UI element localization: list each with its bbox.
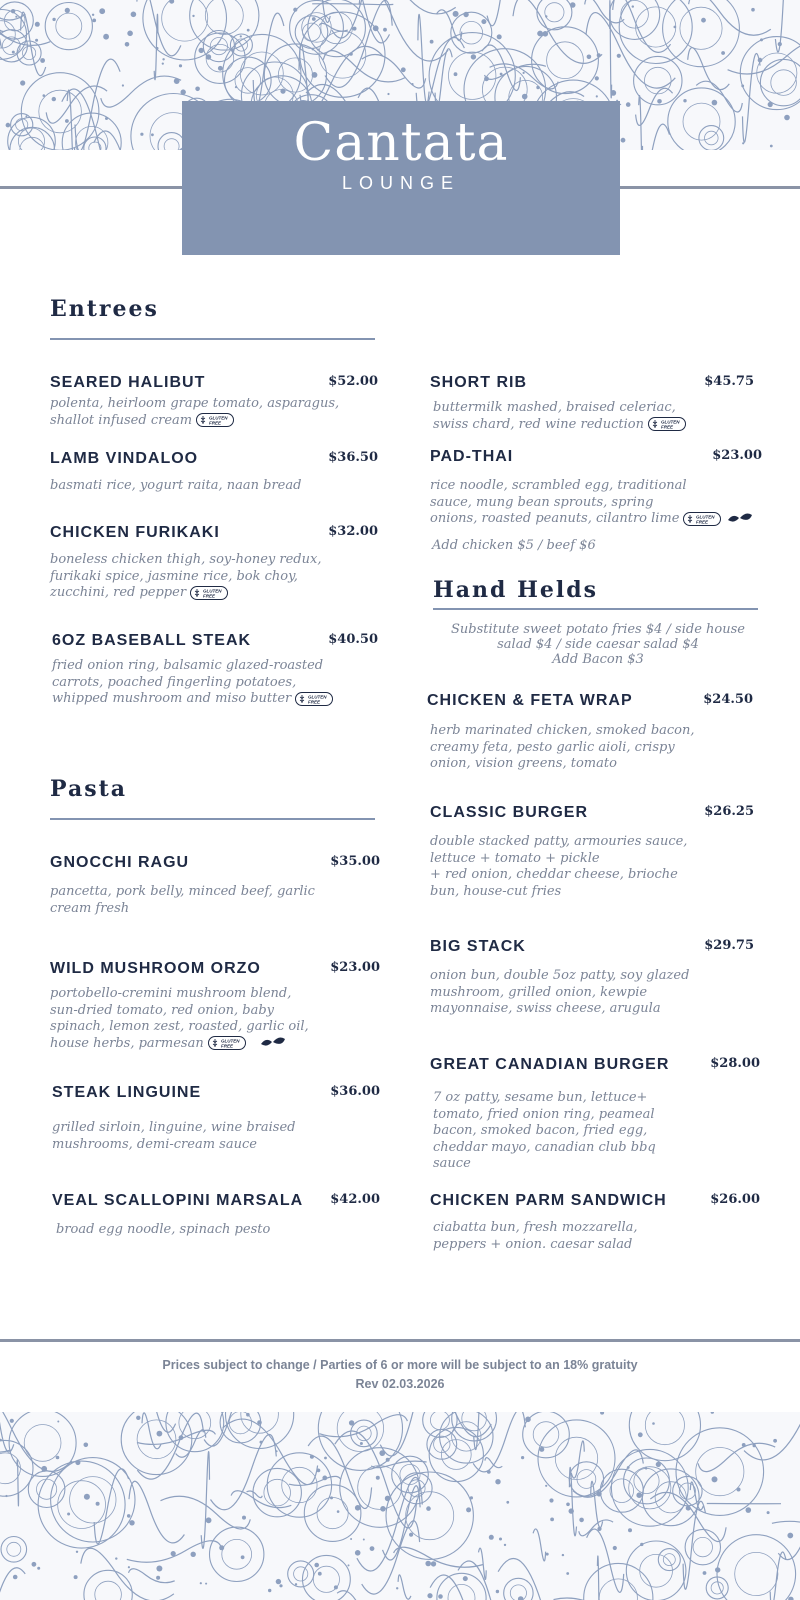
brand-subtitle: LOUNGE (341, 173, 461, 193)
footer-notice (0, 1356, 800, 1394)
revision-date: Rev 02.03.2026 (355, 1377, 445, 1391)
item-description: rice noodle, scrambled egg, traditional sauce, mung bean sprouts, spring onions, roasted peanuts, cilantro lime GLUTEN FREE (430, 478, 762, 528)
paisley-footer-decoration (0, 1412, 800, 1600)
item-name: GREAT CANADIAN BURGER (430, 1056, 670, 1073)
item-name: LAMB VINDALOO (50, 450, 199, 467)
item-description: pancetta, pork belly, minced beef, garlic cream fresh (50, 884, 315, 916)
svg-text:GLUTEN: GLUTEN (220, 1038, 240, 1044)
item-name: CHICKEN PARM SANDWICH (430, 1192, 667, 1209)
section-title-hand-helds: Hand Helds (433, 577, 598, 603)
item-name: 6OZ BASEBALL STEAK (52, 632, 252, 649)
item-price: $26.25 (704, 804, 754, 819)
gluten-free-icon (190, 586, 228, 600)
item-description: portobello-cremini mushroom blend, sun-dried tomato, red onion, baby spinach, lemon zest, roasted, garlic oil, house herbs, parmesan GLUTEN FREE (50, 986, 309, 1051)
add-protein-note: Add chicken $5 / beef $6 (432, 538, 596, 553)
item-price: $24.50 (703, 692, 753, 707)
section-title-pasta: Pasta (50, 776, 128, 802)
item-name: CHICKEN FURIKAKI (50, 524, 220, 541)
svg-text:GLUTEN: GLUTEN (209, 415, 228, 421)
item-description: boneless chicken thigh, soy-honey redux, furikaki spice, jasmine rice, bok choy, zucchini, red pepper GLUTEN FREE (50, 552, 322, 600)
svg-text:FREE: FREE (220, 1043, 233, 1049)
brand-block (182, 101, 620, 255)
item-price: $32.00 (328, 524, 378, 539)
item-name: WILD MUSHROOM ORZO (50, 960, 261, 977)
item-price: $28.00 (710, 1056, 760, 1071)
item-price: $26.00 (710, 1192, 760, 1207)
item-name: SHORT RIB (430, 374, 527, 391)
svg-text:GLUTEN: GLUTEN (660, 419, 680, 425)
leaf-icon (727, 512, 753, 526)
gluten-free-icon (208, 1036, 246, 1050)
item-price: $36.50 (328, 450, 378, 465)
item-description: broad egg noodle, spinach pesto (56, 1222, 271, 1237)
item-price: $35.00 (330, 854, 380, 869)
item-name: CLASSIC BURGER (430, 804, 589, 821)
item-description: buttermilk mashed, braised celeriac, swiss chard, red wine reduction GLUTEN FREE (433, 400, 760, 433)
item-description: polenta, heirloom grape tomato, asparagus, shallot infused cream GLUTEN FREE (50, 396, 340, 428)
item-description: fried onion ring, balsamic glazed-roasted carrots, poached fingerling potatoes, whipped mushroom and miso butter GLUTEN FREE (52, 658, 378, 708)
item-price: $23.00 (712, 448, 762, 463)
svg-text:GLUTEN: GLUTEN (203, 587, 222, 593)
item-description: basmati rice, yogurt raita, naan bread (50, 478, 302, 493)
item-description: onion bun, double 5oz patty, soy glazed mushroom, grilled onion, kewpie mayonnaise, swiss cheese, arugula (430, 968, 690, 1016)
gluten-free-icon (295, 692, 333, 706)
svg-text:GLUTEN: GLUTEN (308, 693, 327, 699)
item-name: GNOCCHI RAGU (50, 854, 190, 871)
item-name: VEAL SCALLOPINI MARSALA (52, 1192, 304, 1209)
gluten-free-icon (648, 417, 686, 431)
substitution-note: Substitute sweet potato fries $4 / side house salad $4 / side caesar salad $4 Add Bacon $3 (451, 622, 745, 667)
item-description: ciabatta bun, fresh mozzarella, peppers + onion. caesar salad (433, 1220, 638, 1252)
svg-text:FREE: FREE (308, 698, 321, 704)
item-name: CHICKEN & FETA WRAP (427, 692, 633, 709)
item-name: STEAK LINGUINE (52, 1084, 202, 1101)
item-price: $42.00 (330, 1192, 380, 1207)
item-price: $52.00 (328, 374, 378, 389)
item-price: $23.00 (330, 960, 380, 975)
section-rule-hand-helds (433, 608, 758, 610)
gratuity-notice: Prices subject to change / Parties of 6 or more will be subject to an 18% gratuity (162, 1358, 638, 1372)
item-description: double stacked patty, armouries sauce, lettuce + tomato + pickle + red onion, cheddar cheese, brioche bun, house-cut fries (430, 834, 688, 899)
item-price: $29.75 (704, 938, 754, 953)
leaf-icon (260, 1036, 286, 1050)
item-name: BIG STACK (430, 938, 526, 955)
gluten-free-icon (196, 413, 234, 427)
brand-name: Cantata (293, 113, 509, 173)
item-name: SEARED HALIBUT (50, 374, 206, 391)
item-price: $45.75 (704, 374, 754, 389)
item-price: $40.50 (328, 632, 378, 647)
footer-divider (0, 1339, 800, 1342)
item-price: $36.00 (330, 1084, 380, 1099)
svg-text:FREE: FREE (660, 424, 673, 430)
item-description: 7 oz patty, sesame bun, lettuce+ tomato, fried onion ring, peameal bacon, smoked bacon, fried egg, cheddar mayo, canadian club bbq sauce (433, 1090, 656, 1171)
svg-text:FREE: FREE (203, 592, 216, 598)
section-title-entrees: Entrees (50, 296, 159, 322)
svg-text:GLUTEN: GLUTEN (696, 513, 715, 519)
item-description: herb marinated chicken, smoked bacon, creamy feta, pesto garlic aioli, crispy onion, vision greens, tomato (430, 723, 695, 771)
item-name: PAD-THAI (430, 448, 514, 465)
item-description: grilled sirloin, linguine, wine braised mushrooms, demi-cream sauce (52, 1120, 296, 1152)
section-rule-entrees (50, 338, 375, 340)
svg-text:FREE: FREE (209, 420, 222, 426)
gluten-free-icon (683, 512, 721, 526)
svg-text:FREE: FREE (696, 518, 709, 524)
section-rule-pasta (50, 818, 375, 820)
